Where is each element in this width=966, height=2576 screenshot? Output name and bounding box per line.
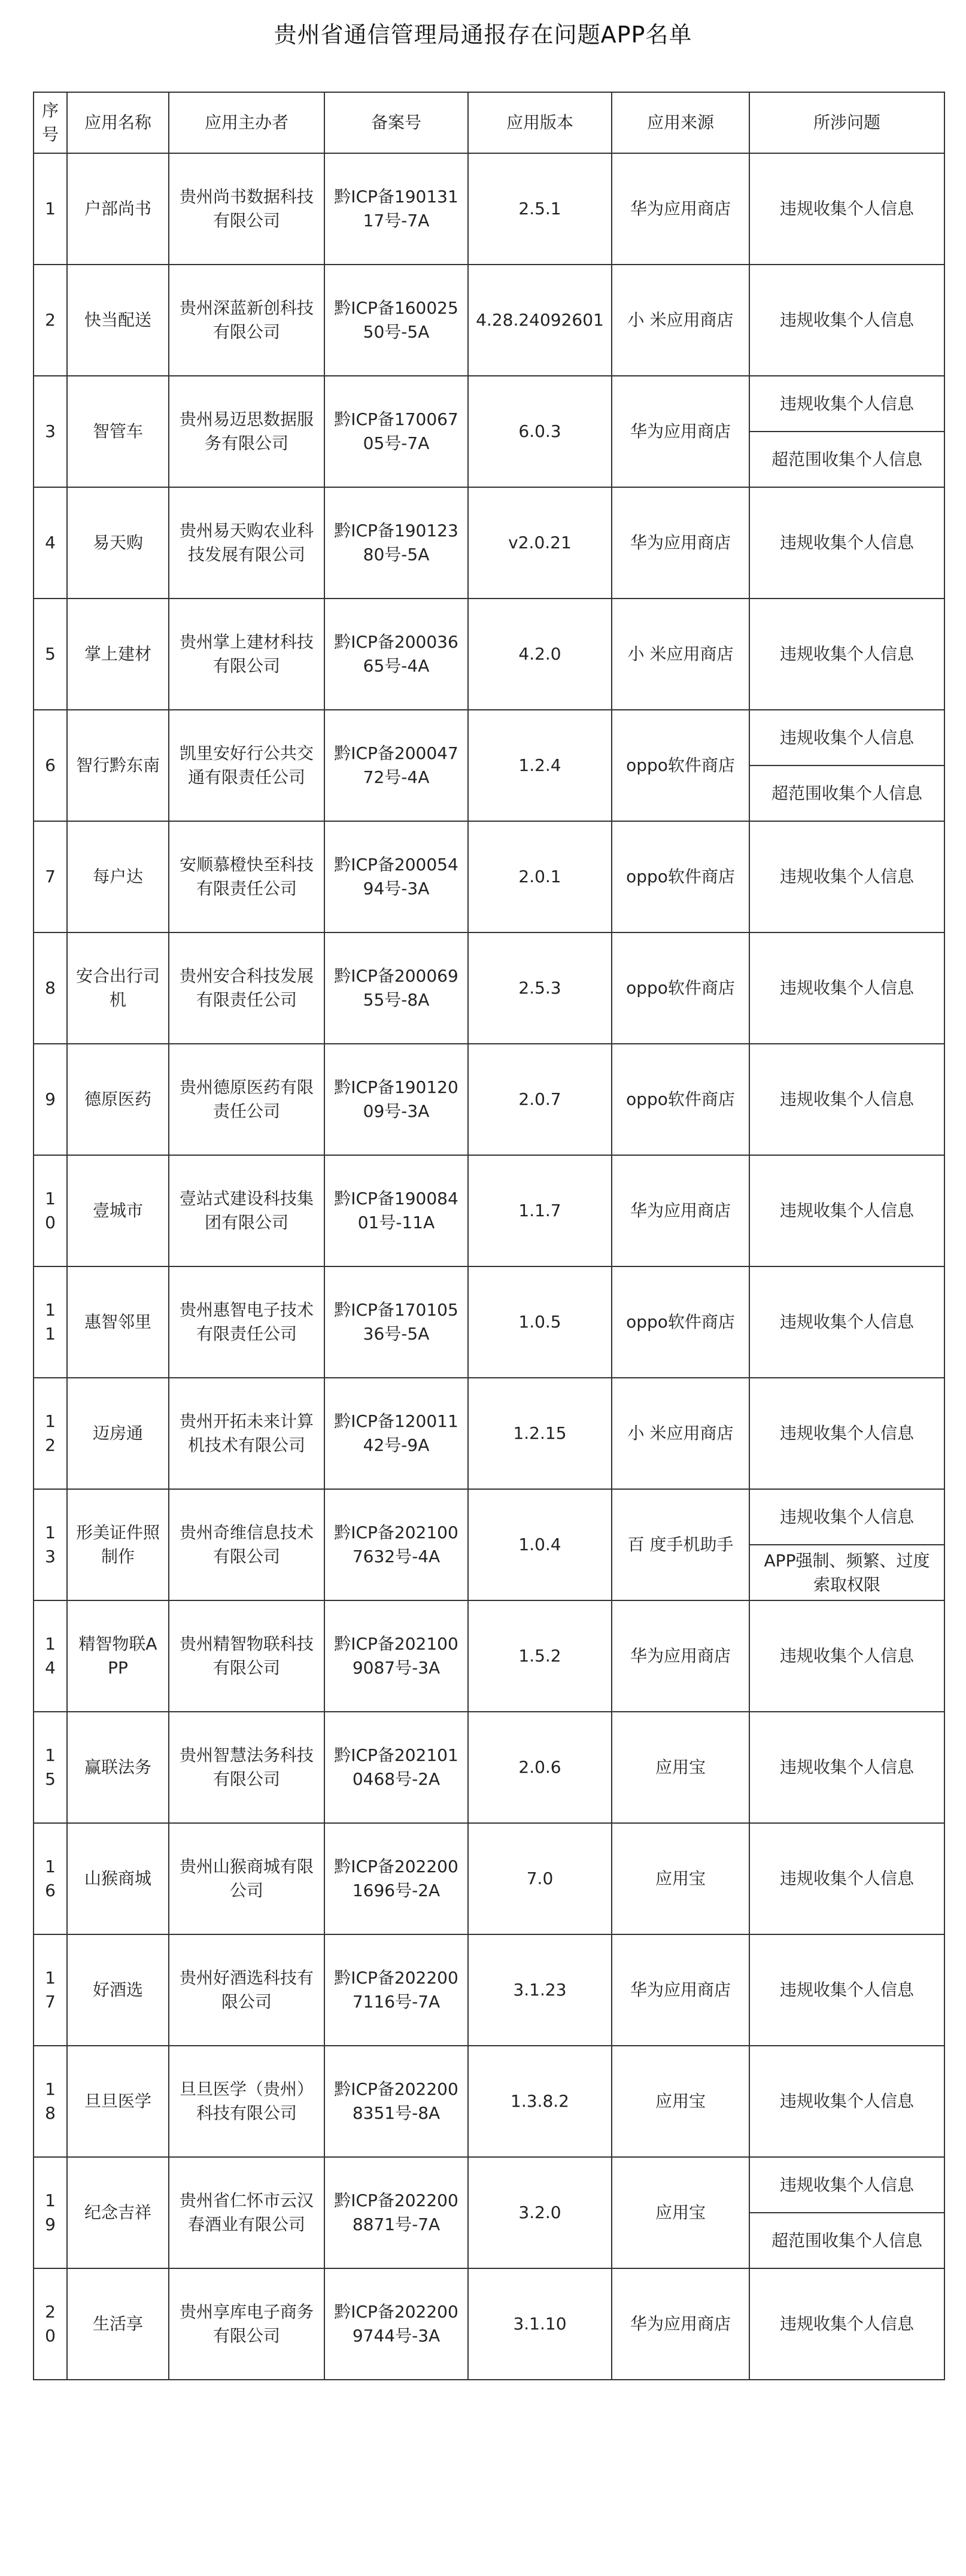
issue-cell: 违规收集个人信息	[749, 153, 944, 265]
icp-number-cell: 黔ICP备2022008351号-8A	[324, 2046, 468, 2157]
issue-cell: 违规收集个人信息	[749, 487, 944, 599]
table-row	[34, 2157, 944, 2213]
row-number-cell: 7	[34, 821, 67, 932]
app-name-cell: 户部尚书	[67, 153, 169, 265]
app-organizer-cell: 贵州精智物联科技有限公司	[169, 1600, 324, 1712]
app-name-cell: 智行黔东南	[67, 710, 169, 821]
app-source-cell: oppo软件商店	[612, 710, 749, 821]
issue-cell: 违规收集个人信息	[749, 710, 944, 765]
issue-cell: 违规收集个人信息	[749, 821, 944, 932]
row-number-cell: 17	[34, 1934, 67, 2046]
app-version-cell: 1.0.5	[468, 1266, 612, 1378]
app-version-cell: 1.5.2	[468, 1600, 612, 1712]
row-number-cell: 1	[34, 153, 67, 265]
icp-number-cell: 黔ICP备2022008871号-7A	[324, 2157, 468, 2268]
app-version-cell: 4.2.0	[468, 599, 612, 710]
app-source-cell: 应用宝	[612, 1712, 749, 1823]
issue-cell: 违规收集个人信息	[749, 1600, 944, 1712]
issue-cell: 违规收集个人信息	[749, 1044, 944, 1155]
icp-number-cell: 黔ICP备20006955号-8A	[324, 932, 468, 1044]
app-name-cell: 德原医药	[67, 1044, 169, 1155]
app-name-cell: 山猴商城	[67, 1823, 169, 1934]
row-number-cell: 12	[34, 1378, 67, 1489]
issue-cell: 违规收集个人信息	[749, 1934, 944, 2046]
app-name-cell: 掌上建材	[67, 599, 169, 710]
issue-cell: 超范围收集个人信息	[749, 432, 944, 487]
app-name-cell: 快当配送	[67, 265, 169, 376]
app-name-cell: 好酒选	[67, 1934, 169, 2046]
column-header-name: 应用名称	[67, 92, 169, 153]
table-row	[34, 376, 944, 432]
icp-number-cell: 黔ICP备12001142号-9A	[324, 1378, 468, 1489]
app-organizer-cell: 贵州省仁怀市云汉春酒业有限公司	[169, 2157, 324, 2268]
app-name-cell: 精智物联APP	[67, 1600, 169, 1712]
issue-cell: 违规收集个人信息	[749, 376, 944, 432]
row-number-cell: 4	[34, 487, 67, 599]
app-name-cell: 纪念吉祥	[67, 2157, 169, 2268]
app-organizer-cell: 贵州安合科技发展有限责任公司	[169, 932, 324, 1044]
app-name-cell: 形美证件照制作	[67, 1489, 169, 1600]
app-source-cell: 小 米应用商店	[612, 1378, 749, 1489]
issue-cell: 违规收集个人信息	[749, 1489, 944, 1545]
icp-number-cell: 黔ICP备19012380号-5A	[324, 487, 468, 599]
app-version-cell: 1.3.8.2	[468, 2046, 612, 2157]
app-name-cell: 赢联法务	[67, 1712, 169, 1823]
app-organizer-cell: 凯里安好行公共交通有限责任公司	[169, 710, 324, 821]
icp-number-cell: 黔ICP备19013117号-7A	[324, 153, 468, 265]
issue-cell: 违规收集个人信息	[749, 265, 944, 376]
issue-cell: 超范围收集个人信息	[749, 2213, 944, 2268]
row-number-cell: 10	[34, 1155, 67, 1266]
app-name-cell: 壹城市	[67, 1155, 169, 1266]
column-header-version: 应用版本	[468, 92, 612, 153]
app-source-cell: 小 米应用商店	[612, 265, 749, 376]
icp-number-cell: 黔ICP备2022001696号-2A	[324, 1823, 468, 1934]
app-source-cell: 华为应用商店	[612, 1934, 749, 2046]
row-number-cell: 2	[34, 265, 67, 376]
app-source-cell: 华为应用商店	[612, 153, 749, 265]
row-number-cell: 16	[34, 1823, 67, 1934]
app-organizer-cell: 旦旦医学（贵州）科技有限公司	[169, 2046, 324, 2157]
app-organizer-cell: 贵州享库电子商务有限公司	[169, 2268, 324, 2380]
column-header-org: 应用主办者	[169, 92, 324, 153]
app-organizer-cell: 壹站式建设科技集团有限公司	[169, 1155, 324, 1266]
table-row	[34, 1155, 944, 1266]
app-version-cell: 4.28.24092601	[468, 265, 612, 376]
row-number-cell: 14	[34, 1600, 67, 1712]
app-version-cell: 1.0.4	[468, 1489, 612, 1600]
issue-cell: 违规收集个人信息	[749, 2046, 944, 2157]
app-version-cell: 1.2.15	[468, 1378, 612, 1489]
issue-cell: 违规收集个人信息	[749, 1378, 944, 1489]
table-row	[34, 1044, 944, 1155]
table-row	[34, 1378, 944, 1489]
issue-cell: 违规收集个人信息	[749, 1155, 944, 1266]
icp-number-cell: 黔ICP备20004772号-4A	[324, 710, 468, 821]
table-row	[34, 2046, 944, 2157]
app-version-cell: v2.0.21	[468, 487, 612, 599]
app-source-cell: oppo软件商店	[612, 1044, 749, 1155]
icp-number-cell: 黔ICP备19008401号-11A	[324, 1155, 468, 1266]
table-row	[34, 2268, 944, 2380]
icp-number-cell: 黔ICP备20005494号-3A	[324, 821, 468, 932]
app-organizer-cell: 贵州开拓未来计算机技术有限公司	[169, 1378, 324, 1489]
app-organizer-cell: 贵州奇维信息技术有限公司	[169, 1489, 324, 1600]
page-title: 贵州省通信管理局通报存在问题APP名单	[274, 22, 692, 48]
icp-number-cell: 黔ICP备17006705号-7A	[324, 376, 468, 487]
icp-number-cell: 黔ICP备2022009744号-3A	[324, 2268, 468, 2380]
table-row	[34, 821, 944, 932]
row-number-cell: 11	[34, 1266, 67, 1378]
table-row	[34, 1600, 944, 1712]
app-organizer-cell: 贵州易天购农业科技发展有限公司	[169, 487, 324, 599]
app-name-cell: 迈房通	[67, 1378, 169, 1489]
issue-cell: 违规收集个人信息	[749, 2268, 944, 2380]
issue-cell: 违规收集个人信息	[749, 932, 944, 1044]
app-source-cell: 华为应用商店	[612, 2268, 749, 2380]
app-source-cell: 华为应用商店	[612, 376, 749, 487]
issue-cell: 违规收集个人信息	[749, 1712, 944, 1823]
app-source-cell: 应用宝	[612, 2157, 749, 2268]
icp-number-cell: 黔ICP备16002550号-5A	[324, 265, 468, 376]
app-name-cell: 每户达	[67, 821, 169, 932]
app-organizer-cell: 贵州惠智电子技术有限责任公司	[169, 1266, 324, 1378]
issue-cell: 违规收集个人信息	[749, 2157, 944, 2213]
app-list-table	[33, 92, 945, 2380]
app-name-cell: 生活享	[67, 2268, 169, 2380]
table-row	[34, 153, 944, 265]
row-number-cell: 19	[34, 2157, 67, 2268]
app-version-cell: 6.0.3	[468, 376, 612, 487]
table-row	[34, 932, 944, 1044]
column-header-icp: 备案号	[324, 92, 468, 153]
icp-number-cell: 黔ICP备19012009号-3A	[324, 1044, 468, 1155]
table-row	[34, 1489, 944, 1545]
table-row	[34, 599, 944, 710]
app-version-cell: 3.1.23	[468, 1934, 612, 2046]
table-row	[34, 1934, 944, 2046]
table-row	[34, 1712, 944, 1823]
icp-number-cell: 黔ICP备2021007632号-4A	[324, 1489, 468, 1600]
app-name-cell: 易天购	[67, 487, 169, 599]
app-name-cell: 惠智邻里	[67, 1266, 169, 1378]
app-version-cell: 2.5.1	[468, 153, 612, 265]
app-source-cell: 百 度手机助手	[612, 1489, 749, 1600]
app-source-cell: 华为应用商店	[612, 1600, 749, 1712]
issue-cell: 违规收集个人信息	[749, 1266, 944, 1378]
app-source-cell: oppo软件商店	[612, 1266, 749, 1378]
icp-number-cell: 黔ICP备2021009087号-3A	[324, 1600, 468, 1712]
row-number-cell: 13	[34, 1489, 67, 1600]
app-version-cell: 1.1.7	[468, 1155, 612, 1266]
table-row	[34, 265, 944, 376]
app-organizer-cell: 贵州好酒选科技有限公司	[169, 1934, 324, 2046]
table-header-row	[34, 92, 944, 153]
icp-number-cell: 黔ICP备17010536号-5A	[324, 1266, 468, 1378]
app-organizer-cell: 安顺慕橙快至科技有限责任公司	[169, 821, 324, 932]
app-organizer-cell: 贵州尚书数据科技有限公司	[169, 153, 324, 265]
row-number-cell: 18	[34, 2046, 67, 2157]
table-row	[34, 487, 944, 599]
issue-cell: 违规收集个人信息	[749, 1823, 944, 1934]
app-version-cell: 3.2.0	[468, 2157, 612, 2268]
app-source-cell: oppo软件商店	[612, 932, 749, 1044]
app-name-cell: 旦旦医学	[67, 2046, 169, 2157]
app-version-cell: 3.1.10	[468, 2268, 612, 2380]
row-number-cell: 3	[34, 376, 67, 487]
app-version-cell: 2.0.6	[468, 1712, 612, 1823]
app-version-cell: 2.0.7	[468, 1044, 612, 1155]
app-version-cell: 7.0	[468, 1823, 612, 1934]
row-number-cell: 8	[34, 932, 67, 1044]
app-version-cell: 1.2.4	[468, 710, 612, 821]
app-organizer-cell: 贵州深蓝新创科技有限公司	[169, 265, 324, 376]
app-source-cell: 应用宝	[612, 1823, 749, 1934]
app-organizer-cell: 贵州掌上建材科技有限公司	[169, 599, 324, 710]
row-number-cell: 20	[34, 2268, 67, 2380]
column-header-issues: 所涉问题	[749, 92, 944, 153]
app-organizer-cell: 贵州智慧法务科技有限公司	[169, 1712, 324, 1823]
issue-cell: 超范围收集个人信息	[749, 765, 944, 821]
table-row	[34, 710, 944, 765]
issue-cell: 违规收集个人信息	[749, 599, 944, 710]
app-organizer-cell: 贵州德原医药有限责任公司	[169, 1044, 324, 1155]
column-header-no: 序号	[34, 92, 67, 153]
row-number-cell: 6	[34, 710, 67, 821]
app-name-cell: 智管车	[67, 376, 169, 487]
app-name-cell: 安合出行司机	[67, 932, 169, 1044]
table-row	[34, 1823, 944, 1934]
table-row	[34, 1266, 944, 1378]
row-number-cell: 15	[34, 1712, 67, 1823]
app-organizer-cell: 贵州易迈思数据服务有限公司	[169, 376, 324, 487]
row-number-cell: 5	[34, 599, 67, 710]
app-source-cell: 应用宝	[612, 2046, 749, 2157]
icp-number-cell: 黔ICP备2021010468号-2A	[324, 1712, 468, 1823]
app-version-cell: 2.5.3	[468, 932, 612, 1044]
app-organizer-cell: 贵州山猴商城有限公司	[169, 1823, 324, 1934]
app-source-cell: 华为应用商店	[612, 487, 749, 599]
app-source-cell: 小 米应用商店	[612, 599, 749, 710]
app-source-cell: oppo软件商店	[612, 821, 749, 932]
table-body	[34, 153, 944, 2380]
issue-cell: APP强制、频繁、过度索取权限	[749, 1545, 944, 1600]
icp-number-cell: 黔ICP备20003665号-4A	[324, 599, 468, 710]
icp-number-cell: 黔ICP备2022007116号-7A	[324, 1934, 468, 2046]
column-header-source: 应用来源	[612, 92, 749, 153]
row-number-cell: 9	[34, 1044, 67, 1155]
app-source-cell: 华为应用商店	[612, 1155, 749, 1266]
app-version-cell: 2.0.1	[468, 821, 612, 932]
